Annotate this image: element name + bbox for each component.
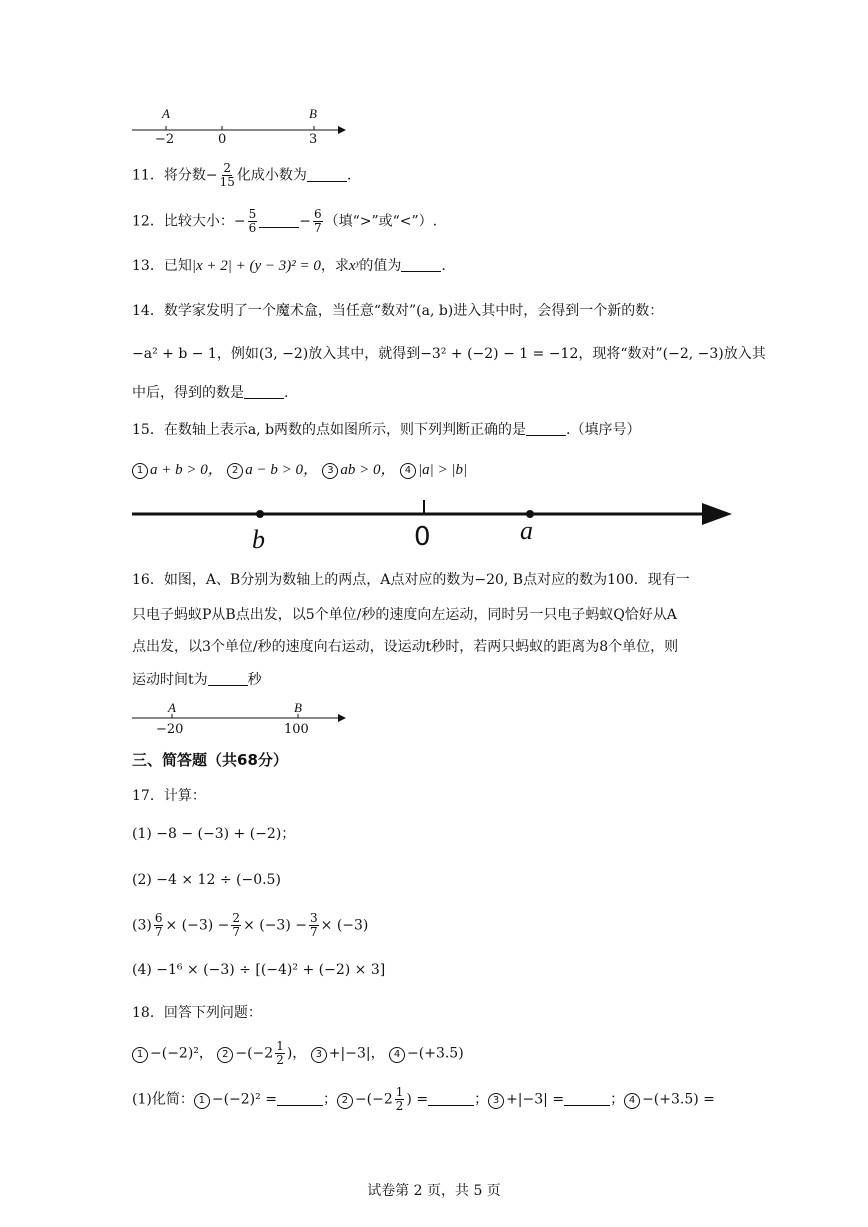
q17-p3-f2-den: 7 [232, 925, 241, 939]
q18-sub-a-circle: 1 [194, 1093, 210, 1109]
q15-answer-blank[interactable] [526, 421, 566, 436]
q11-fraction [220, 162, 235, 189]
q13-expression: |x + 2| + (y − 3)² = 0 [191, 258, 321, 274]
q18-sub-a: −(−2)² = [211, 1091, 277, 1108]
q11-end: . [346, 167, 352, 184]
q18-sub-b-den: 2 [395, 1099, 404, 1113]
q18-sub-c-circle: 3 [488, 1093, 504, 1109]
q18-sep-2: ； [474, 1091, 489, 1108]
q17-title: 计算： [163, 788, 206, 804]
q12-answer-blank[interactable] [259, 213, 299, 228]
q18-sub-b-blank[interactable] [428, 1091, 474, 1106]
q15-post: .（填序号） [566, 422, 641, 438]
q17-part-2: (2) −4 × 12 ÷ (−0.5) [132, 872, 281, 888]
q18-item-4-circle: 4 [389, 1047, 405, 1063]
q18-items [132, 1040, 464, 1067]
q11-answer-blank[interactable] [307, 167, 347, 182]
question-12: 12．比较大小：− $\frac{5}{6}$ − $\frac{6}{7}$ （填“>”或“<”）. [132, 207, 438, 235]
q16-answer-blank[interactable] [208, 671, 248, 686]
q18-sub-b-pre: −(−2 [354, 1091, 393, 1108]
question-18 [132, 1003, 262, 1023]
q18-item-2-num: 1 [276, 1039, 284, 1053]
numline3-tick-b: 100 [284, 722, 309, 737]
q17-p3-mid-1: × (−3) − [165, 917, 230, 934]
axis-label-b: b [252, 525, 265, 554]
option-2-circle: 2 [227, 463, 243, 479]
question-16-line-4 [132, 670, 262, 690]
q11-frac-num: 2 [223, 161, 232, 175]
option-1-text: a + b > 0， [150, 462, 223, 478]
q11-frac-den: 15 [219, 175, 235, 189]
q18-sub-b-num: 1 [395, 1085, 404, 1099]
question-14-line-2 [132, 344, 766, 364]
q16-line2: 只电子蚂蚁P从B点出发，以5个单位/秒的速度向左运动，同时另一只电子蚂蚁Q恰好从A [132, 607, 677, 623]
q18-item-3: +|−3|， [328, 1045, 385, 1062]
q15-text: 在数轴上表示a, b两数的点如图所示，则下列判断正确的是 [163, 422, 527, 438]
q15-number: 15． [132, 422, 164, 438]
numline1-tick-0: 0 [218, 132, 227, 147]
q16-end: 秒 [247, 672, 262, 688]
q16-number: 16． [132, 572, 164, 588]
q18-number: 18． [132, 1005, 164, 1021]
q11-sign: − [205, 167, 218, 184]
q18-item-2-pre: −(−2 [235, 1045, 274, 1062]
option-2-text: a − b > 0， [245, 462, 318, 478]
q12-f2-den: 7 [313, 221, 322, 235]
q17-p3-f1-num: 6 [154, 911, 163, 925]
q13-post2: 的值为 [359, 258, 402, 274]
q18-sub-d: −(+3.5) = [642, 1091, 715, 1108]
q12-fraction-2 [313, 208, 323, 235]
q14-line2: −a² + b − 1，例如(3, −2)放入其中，就得到−3² + (−2) − 1 = −12，现将“数对”(−2, −3)放入其 [132, 346, 766, 362]
q13-number: 13． [132, 258, 164, 274]
q18-item-2-frac [275, 1040, 285, 1067]
q14-number: 14． [132, 303, 164, 319]
q16-line1: 如图，A、B分别为数轴上的两点，A点对应的数为−20, B点对应的数为100．现有一 [163, 572, 690, 588]
q18-item-2-circle: 2 [217, 1047, 233, 1063]
page-footer: 试卷第 2 页，共 5 页 [367, 1183, 501, 1199]
option-4-circle: 4 [400, 463, 416, 479]
q17-part-3 [132, 912, 368, 939]
axis-label-0: 0 [414, 522, 431, 552]
q17-p3-frac-2 [231, 912, 241, 939]
question-17 [132, 786, 206, 806]
question-16-line-3 [132, 637, 678, 657]
q18-item-1-circle: 1 [132, 1047, 148, 1063]
option-3-circle: 3 [322, 463, 338, 479]
q18-sub-b-frac [395, 1086, 405, 1113]
number-line-2 [128, 495, 738, 535]
q18-sub-d-circle: 4 [624, 1093, 640, 1109]
q18-item-2-den: 2 [276, 1053, 284, 1067]
numline3-label-b: B [294, 700, 302, 715]
q17-p3-frac-1 [154, 912, 164, 939]
question-16-line-2 [132, 605, 677, 625]
q12-fraction-1 [248, 208, 258, 235]
q18-title: 回答下列问题： [163, 1005, 262, 1021]
q12-f1-num: 5 [248, 207, 257, 221]
q13-end: . [441, 258, 446, 274]
numline1-tick-b: 3 [309, 132, 318, 147]
q14-line1: 数学家发明了一个魔术盒，当任意“数对”(a, b)进入其中时，会得到一个新的数： [163, 303, 664, 319]
q18-sub-a-blank[interactable] [277, 1091, 323, 1106]
q16-line4: 运动时间t为 [132, 672, 208, 688]
question-15-options [132, 460, 467, 480]
q17-part-4: (4) −1⁶ × (−3) ÷ [(−4)² + (−2) × 3] [132, 962, 386, 978]
section-3-heading: 三、简答题（共68分） [132, 751, 288, 769]
q18-sub-b-post: ) = [406, 1091, 429, 1108]
option-3-text: ab > 0， [340, 462, 396, 478]
option-4-text: |a| > |b| [417, 462, 468, 478]
q18-sep-3: ； [610, 1091, 625, 1108]
q17-p3-label: (3) [132, 917, 152, 934]
numline3-label-a: A [168, 700, 176, 715]
q11-number: 11． [132, 167, 164, 184]
q17-p3-f3-num: 3 [310, 911, 318, 925]
q16-line3: 点出发，以3个单位/秒的速度向右运动，设运动t秒时，若两只蚂蚁的距离为8个单位，则 [132, 639, 679, 655]
numline1-label-a: A [162, 106, 170, 121]
q17-p3-f3-den: 7 [310, 925, 318, 939]
numline1-tick-a: −2 [155, 132, 175, 147]
q12-number: 12． [132, 213, 164, 230]
q17-p3-mid-2: × (−3) − [243, 917, 307, 934]
q13-pre: 已知 [163, 258, 192, 274]
q12-post: （填“>”或“<”）. [324, 213, 438, 230]
question-15 [132, 420, 641, 440]
q18-sub-label: (1)化简： [132, 1091, 194, 1108]
option-1-circle: 1 [132, 463, 148, 479]
question-14-line-3 [132, 383, 288, 403]
q17-p3-frac-3 [309, 912, 319, 939]
q14-answer-blank[interactable] [244, 384, 284, 399]
q14-line3: 中后，得到的数是 [132, 385, 244, 401]
q13-xy: xʸ [348, 258, 360, 274]
q17-part-1: (1) −8 − (−3) + (−2)； [132, 826, 296, 842]
q18-item-4: −(+3.5) [407, 1045, 464, 1062]
q18-item-1: −(−2)²， [150, 1045, 213, 1062]
q13-post: ，求 [320, 258, 349, 274]
q14-end: . [284, 385, 289, 401]
q18-sub-b-circle: 2 [337, 1093, 353, 1109]
axis-label-a: a [520, 516, 533, 545]
question-14-line-1 [132, 301, 663, 321]
numline3-tick-a: −20 [156, 722, 184, 737]
q17-p3-f2-num: 2 [232, 911, 241, 925]
q18-sub-1 [132, 1086, 715, 1113]
q11-pre: 将分数 [163, 167, 206, 184]
q13-answer-blank[interactable] [401, 257, 441, 272]
numline1-label-b: B [309, 106, 317, 121]
q17-p3-mid-3: × (−3) [320, 917, 369, 934]
q11-post: 化成小数为 [236, 167, 307, 184]
question-16-line-1 [132, 570, 690, 590]
q18-sub-c-blank[interactable] [564, 1091, 610, 1106]
q18-item-3-circle: 3 [311, 1047, 327, 1063]
q18-sep-1: ； [322, 1091, 337, 1108]
q12-f1-den: 6 [248, 221, 257, 235]
q12-f2-num: 6 [313, 207, 322, 221]
question-11 [132, 162, 351, 189]
q17-number: 17． [132, 788, 164, 804]
q17-p3-f1-den: 7 [154, 925, 163, 939]
question-13 [132, 256, 446, 276]
q18-sub-c: +|−3| = [506, 1091, 565, 1108]
q18-item-2-post: )， [286, 1045, 307, 1062]
q12-pre: 比较大小： [163, 213, 234, 230]
